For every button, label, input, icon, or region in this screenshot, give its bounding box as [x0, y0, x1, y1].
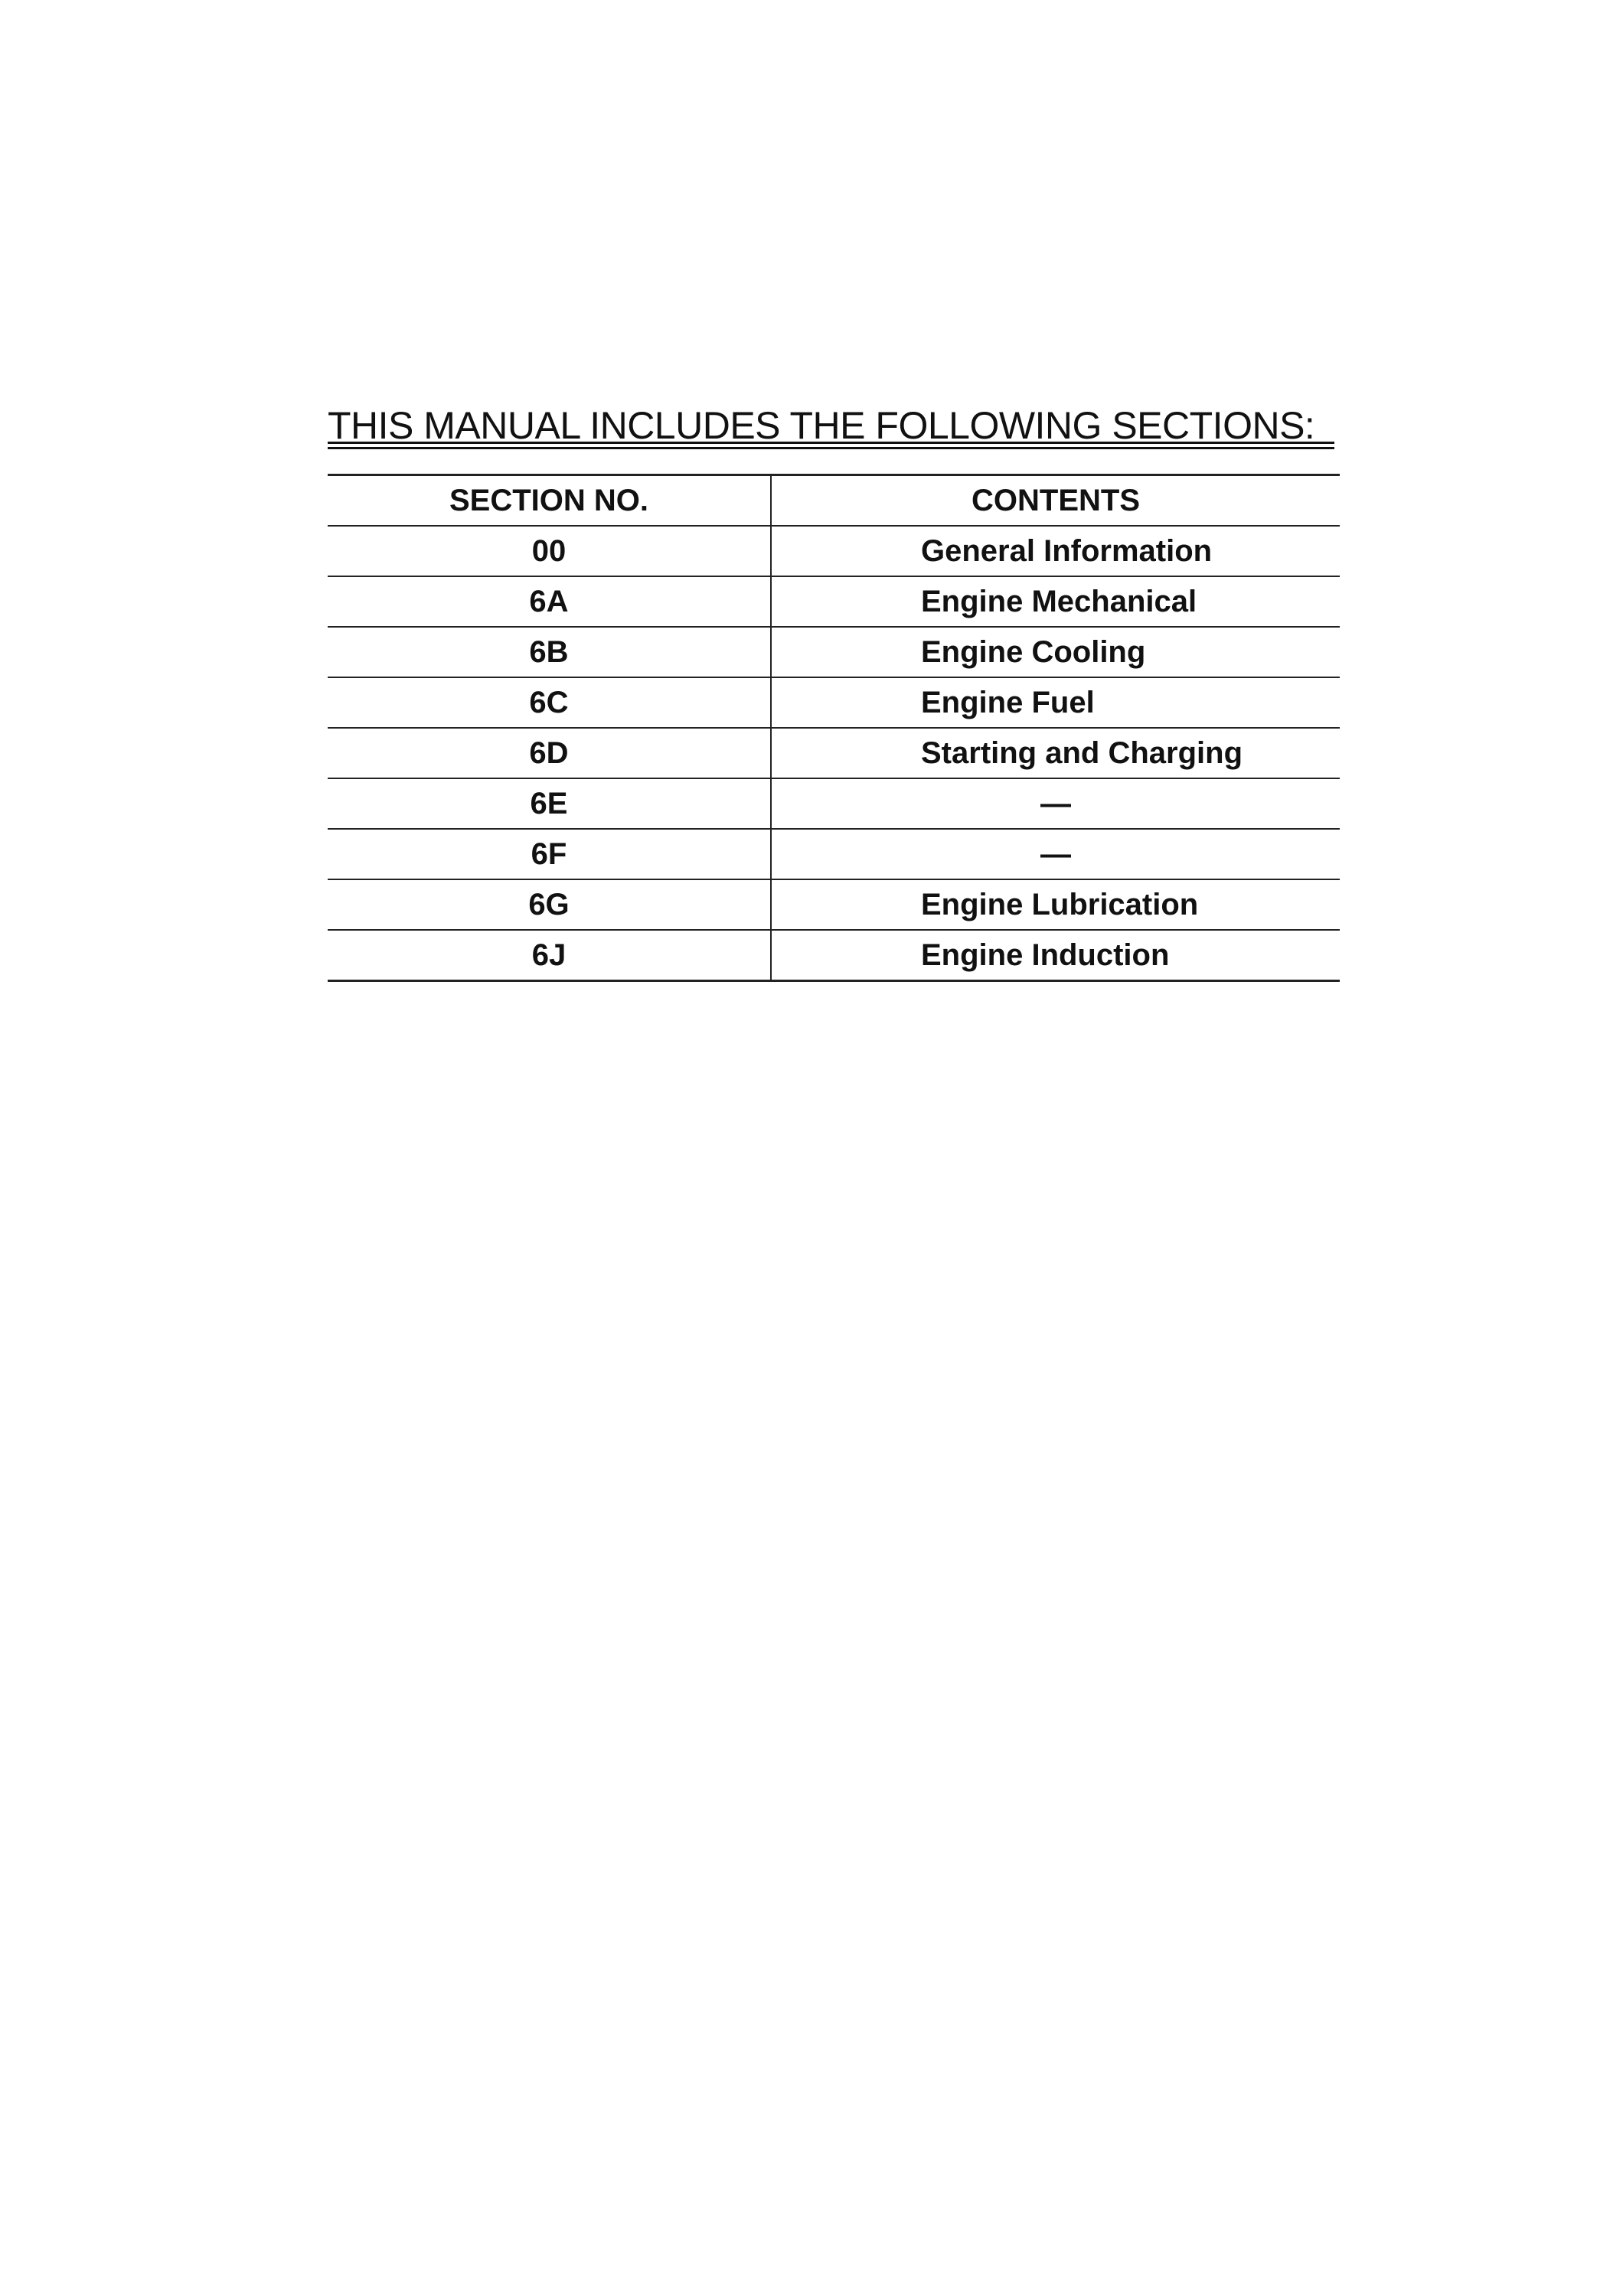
page-title: THIS MANUAL INCLUDES THE FOLLOWING SECTIONS:	[328, 404, 1315, 447]
section-contents-cell: Starting and Charging	[771, 728, 1340, 778]
section-contents-cell: Engine Cooling	[771, 627, 1340, 677]
section-number-cell: 6A	[328, 576, 771, 627]
section-contents-cell: Engine Fuel	[771, 677, 1340, 728]
header-row	[328, 475, 1340, 527]
section-number-cell: 6E	[328, 778, 771, 829]
table-body	[328, 526, 1340, 981]
title-underline	[328, 442, 1334, 444]
table-row	[328, 879, 1340, 930]
section-contents-cell: Engine Lubrication	[771, 879, 1340, 930]
table-row	[328, 677, 1340, 728]
section-contents-cell: Engine Mechanical	[771, 576, 1340, 627]
sections-table	[328, 474, 1340, 982]
header-section-no: SECTION NO.	[328, 475, 771, 527]
table-row	[328, 526, 1340, 576]
table-row	[328, 627, 1340, 677]
section-number-cell: 6J	[328, 930, 771, 981]
table-row	[328, 728, 1340, 778]
section-number-cell: 6B	[328, 627, 771, 677]
header-contents: CONTENTS	[771, 475, 1340, 527]
section-contents-cell: General Information	[771, 526, 1340, 576]
section-number-cell: 6D	[328, 728, 771, 778]
section-contents-cell: —	[771, 778, 1340, 829]
section-contents-cell: —	[771, 829, 1340, 879]
section-contents-cell: Engine Induction	[771, 930, 1340, 981]
table-row	[328, 778, 1340, 829]
table-row	[328, 829, 1340, 879]
section-number-cell: 6C	[328, 677, 771, 728]
table-row	[328, 576, 1340, 627]
table-header	[328, 475, 1340, 527]
section-number-cell: 6F	[328, 829, 771, 879]
section-number-cell: 6G	[328, 879, 771, 930]
section-number-cell: 00	[328, 526, 771, 576]
title-double-underline	[328, 447, 1334, 449]
table-row	[328, 930, 1340, 981]
